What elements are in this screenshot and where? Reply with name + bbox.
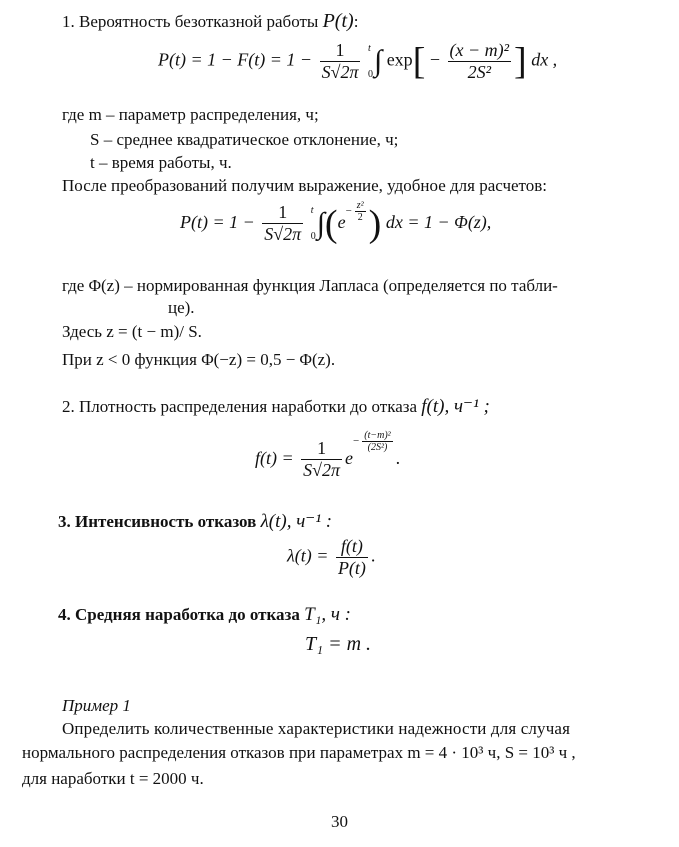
- s1-heading-line: [62, 10, 358, 33]
- equation-4: [287, 536, 375, 579]
- equation-5: T₁ = m .: [305, 633, 372, 655]
- when-line: При z < 0 функция Φ(−z) = 0,5 − Φ(z).: [62, 350, 336, 369]
- eq4-tail: .: [370, 545, 376, 566]
- eq3-fraction: [301, 438, 342, 481]
- eq1-gauss-den: 2S²: [467, 62, 491, 82]
- eq3-tail: .: [395, 448, 401, 469]
- where-t: t – время работы, ч.: [90, 153, 232, 172]
- eq4-fraction: [336, 536, 368, 579]
- page-number: 30: [331, 812, 348, 831]
- s4-heading-line: [58, 604, 351, 626]
- integral-icon-2: ∫: [316, 206, 325, 240]
- here-line: Здесь z = (t − m)/ S.: [62, 322, 202, 341]
- eq4-lhs: λ(t) =: [287, 545, 329, 566]
- s4-heading: 4. Средняя наработка до отказа: [58, 605, 300, 624]
- paren-open-icon: (: [324, 202, 338, 245]
- bracket-open-icon: [: [412, 40, 426, 83]
- s3-symbol: λ(t), ч⁻¹ :: [260, 511, 333, 532]
- eq2-tail: dx = 1 − Φ(z),: [385, 212, 492, 233]
- s2-heading-line: [62, 396, 490, 418]
- eq1-limits: t 0: [367, 42, 373, 80]
- eq1-gauss-num: (x − m)²: [449, 40, 510, 60]
- eq2-exponent: − $\frac{\text{z²}}{2}$: [345, 200, 364, 223]
- s3-heading: 3. Интенсивность отказов: [58, 512, 257, 531]
- eq4-num: f(t): [336, 536, 368, 558]
- s2-heading: 2. Плотность распределения наработки до отказа: [62, 397, 418, 416]
- example-line-3: для наработки t = 2000 ч.: [22, 769, 204, 788]
- laplace-line-a: где Φ(z) – нормированная функция Лапласа (определяется по табли-: [62, 276, 558, 295]
- integral-icon: ∫: [373, 44, 383, 78]
- example-line-2: нормального распределения отказов при параметрах m = 4 · 10³ ч, S = 10³ ч ,: [22, 743, 576, 762]
- s1-colon: :: [353, 12, 359, 31]
- eq1-exp: exp: [386, 49, 413, 70]
- eq1-tail: dx ,: [531, 49, 558, 70]
- s2-symbol: f(t), ч⁻¹ ;: [421, 396, 490, 417]
- eq1-gauss-fraction: [448, 40, 512, 83]
- example-line-1: Определить количественные характеристики надежности для случая: [62, 719, 571, 738]
- eq3-exponent: − $\frac{\text{(t−m)²}}{\text{(2S²)}}$: [353, 430, 391, 453]
- s4-symbol: T₁, ч :: [304, 604, 351, 625]
- example-title: Пример 1: [62, 696, 131, 715]
- eq2-limits: t 0: [310, 204, 316, 242]
- paren-close-icon: ): [368, 202, 382, 245]
- s3-heading-line: [58, 511, 332, 533]
- where-m: где m – параметр распределения, ч;: [62, 105, 319, 124]
- eq2-den: S√2π: [264, 224, 302, 245]
- eq3-lhs: f(t) =: [255, 448, 294, 469]
- equation-1: P(t) = 1 − F(t) = 1 − $\frac{1}{S√2\pi}$ t 0 ∫ exp[ − $\frac{\text{(x − m)²}}{\text{2S²}}$ ] dx ,: [158, 40, 558, 83]
- after-transform: После преобразований получим выражение, удобное для расчетов:: [62, 176, 548, 195]
- s1-symbol: P(t): [322, 10, 354, 32]
- eq1-lhs: P(t) = 1 − F(t) = 1 −: [158, 49, 313, 70]
- where-s: S – среднее квадратическое отклонение, ч;: [90, 130, 399, 149]
- eq3-e: e: [345, 448, 354, 469]
- eq1-den: S√2π: [321, 62, 359, 82]
- eq2-num: 1: [262, 202, 303, 224]
- eq2-lhs: P(t) = 1 −: [180, 212, 255, 233]
- eq2-fraction: [262, 202, 303, 245]
- eq2-e: e: [337, 212, 346, 233]
- equation-3: [255, 430, 400, 481]
- eq1-num: 1: [320, 40, 361, 62]
- laplace-line-b: це).: [168, 298, 195, 317]
- eq3-num: 1: [301, 438, 342, 460]
- eq1-fraction: [320, 40, 361, 83]
- s1-heading: 1. Вероятность безотказной работы: [62, 12, 319, 31]
- eq3-den: S√2π: [303, 460, 341, 481]
- bracket-close-icon: ]: [514, 40, 527, 83]
- eq4-den: P(t): [337, 558, 366, 578]
- equation-2: [180, 200, 491, 245]
